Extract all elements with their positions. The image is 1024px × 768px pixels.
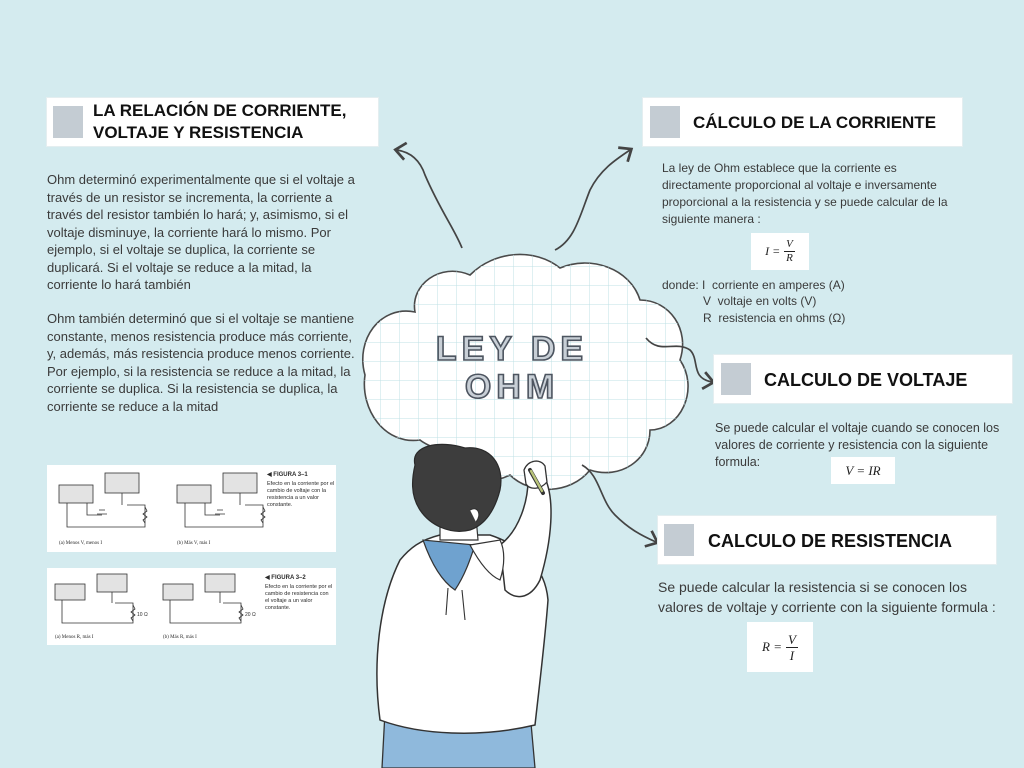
- figure-3-1-label-b: (b) Más V, más I: [177, 541, 211, 546]
- center-title-line2: OHM: [464, 368, 560, 406]
- relacion-paragraph-1: Ohm determinó experimentalmente que si el voltaje a través de un resistor se incrementa, la corriente a través del resistor también lo hará; y, asimismo, si el voltaje disminuye, la corriente hará lo mismo. Por ejemplo, si el voltaje se duplica, la corriente se duplicará. Si el voltaje se reduce a la mitad, la corriente lo hará también: [47, 172, 355, 292]
- corriente-donde-1: donde: I corriente en amperes (A): [662, 278, 845, 292]
- voltaje-title-box: [714, 355, 1012, 403]
- corriente-title-box: [643, 98, 962, 146]
- resistencia-text: Se puede calcular la resistencia si se conocen los valores de voltaje y corriente con la siguiente formula :: [658, 579, 996, 615]
- resistencia-title: CALCULO DE RESISTENCIA: [708, 531, 953, 551]
- corriente-donde-2: V voltaje en volts (V): [703, 294, 817, 308]
- resistencia-formula: [747, 622, 813, 672]
- figure-3-2-label-a: (a) Menos R, más I: [55, 635, 94, 640]
- corriente-formula-fraction: [784, 239, 795, 264]
- resistencia-formula-num: V: [788, 631, 796, 647]
- figure-3-2-label-b: (b) Más R, más I: [163, 635, 197, 640]
- voltaje-text: Se puede calcular el voltaje cuando se conocen los valores de corriente y resistencia con la siguiente formula:: [715, 421, 1000, 469]
- relacion-title: [93, 100, 346, 144]
- figure-3-2-r-b: 20 Ω: [245, 612, 256, 618]
- arrow-to-corriente: [555, 150, 630, 250]
- voltaje-square: [721, 363, 751, 395]
- corriente-formula-den: R: [786, 252, 793, 264]
- figure-3-2: [47, 568, 336, 645]
- corriente-formula-num: V: [786, 238, 793, 250]
- resistencia-title-box: [658, 516, 996, 564]
- relacion-square: [53, 106, 83, 138]
- resistencia-square: [664, 524, 694, 556]
- figure-3-1-caption-text: Efecto en la corriente por el cambio de voltaje con la resistencia a un valor constante.: [267, 481, 335, 508]
- relacion-title-line1: LA RELACIÓN DE CORRIENTE,: [93, 101, 347, 120]
- resistencia-formula-den: I: [789, 647, 795, 663]
- figure-3-2-caption-title: ◀ FIGURA 3–2: [265, 575, 306, 581]
- corriente-donde-3: R resistencia en ohms (Ω): [703, 311, 846, 325]
- figure-3-2-r-a: 10 Ω: [137, 612, 148, 618]
- center-title-line1: LEY DE: [435, 330, 589, 368]
- corriente-square: [650, 106, 680, 138]
- corriente-formula: [751, 233, 809, 270]
- voltaje-formula: V = IR: [831, 457, 895, 484]
- relacion-title-box: [47, 98, 378, 146]
- figure-3-1-caption-title: ◀ FIGURA 3–1: [267, 472, 308, 478]
- corriente-formula-lhs: I =: [765, 244, 781, 258]
- arrow-to-resistencia: [582, 465, 656, 542]
- corriente-title: CÁLCULO DE LA CORRIENTE: [693, 113, 937, 132]
- relacion-paragraph-2: Ohm también determinó que si el voltaje se mantiene constante, menos resistencia produce más corriente, y, además, más resistencia produce menos corriente. Por ejemplo, si la resistencia se reduce a la mitad, la corriente se duplica. Si la resistencia se duplica, la corriente se reduce a la mitad: [47, 311, 355, 414]
- figure-3-1: [47, 465, 336, 552]
- relacion-title-line2: VOLTAJE Y RESISTENCIA: [93, 123, 304, 143]
- figure-3-1-label-a: (a) Menos V, menos I: [59, 541, 103, 546]
- arrow-to-relacion: [397, 150, 462, 248]
- voltaje-title: CALCULO DE VOLTAJE: [764, 370, 968, 390]
- resistencia-formula-fraction: [786, 633, 798, 662]
- person-illustration: [377, 444, 551, 768]
- corriente-text: La ley de Ohm establece que la corriente es directamente proporcional al voltaje e inversamente proporcional a la resistencia y se puede calcular de la siguiente manera :: [662, 161, 948, 226]
- resistencia-formula-lhs: R =: [762, 639, 782, 654]
- figure-3-2-caption-text: Efecto en la corriente por el cambio de resistencia con el voltaje a un valor constante.: [265, 584, 333, 611]
